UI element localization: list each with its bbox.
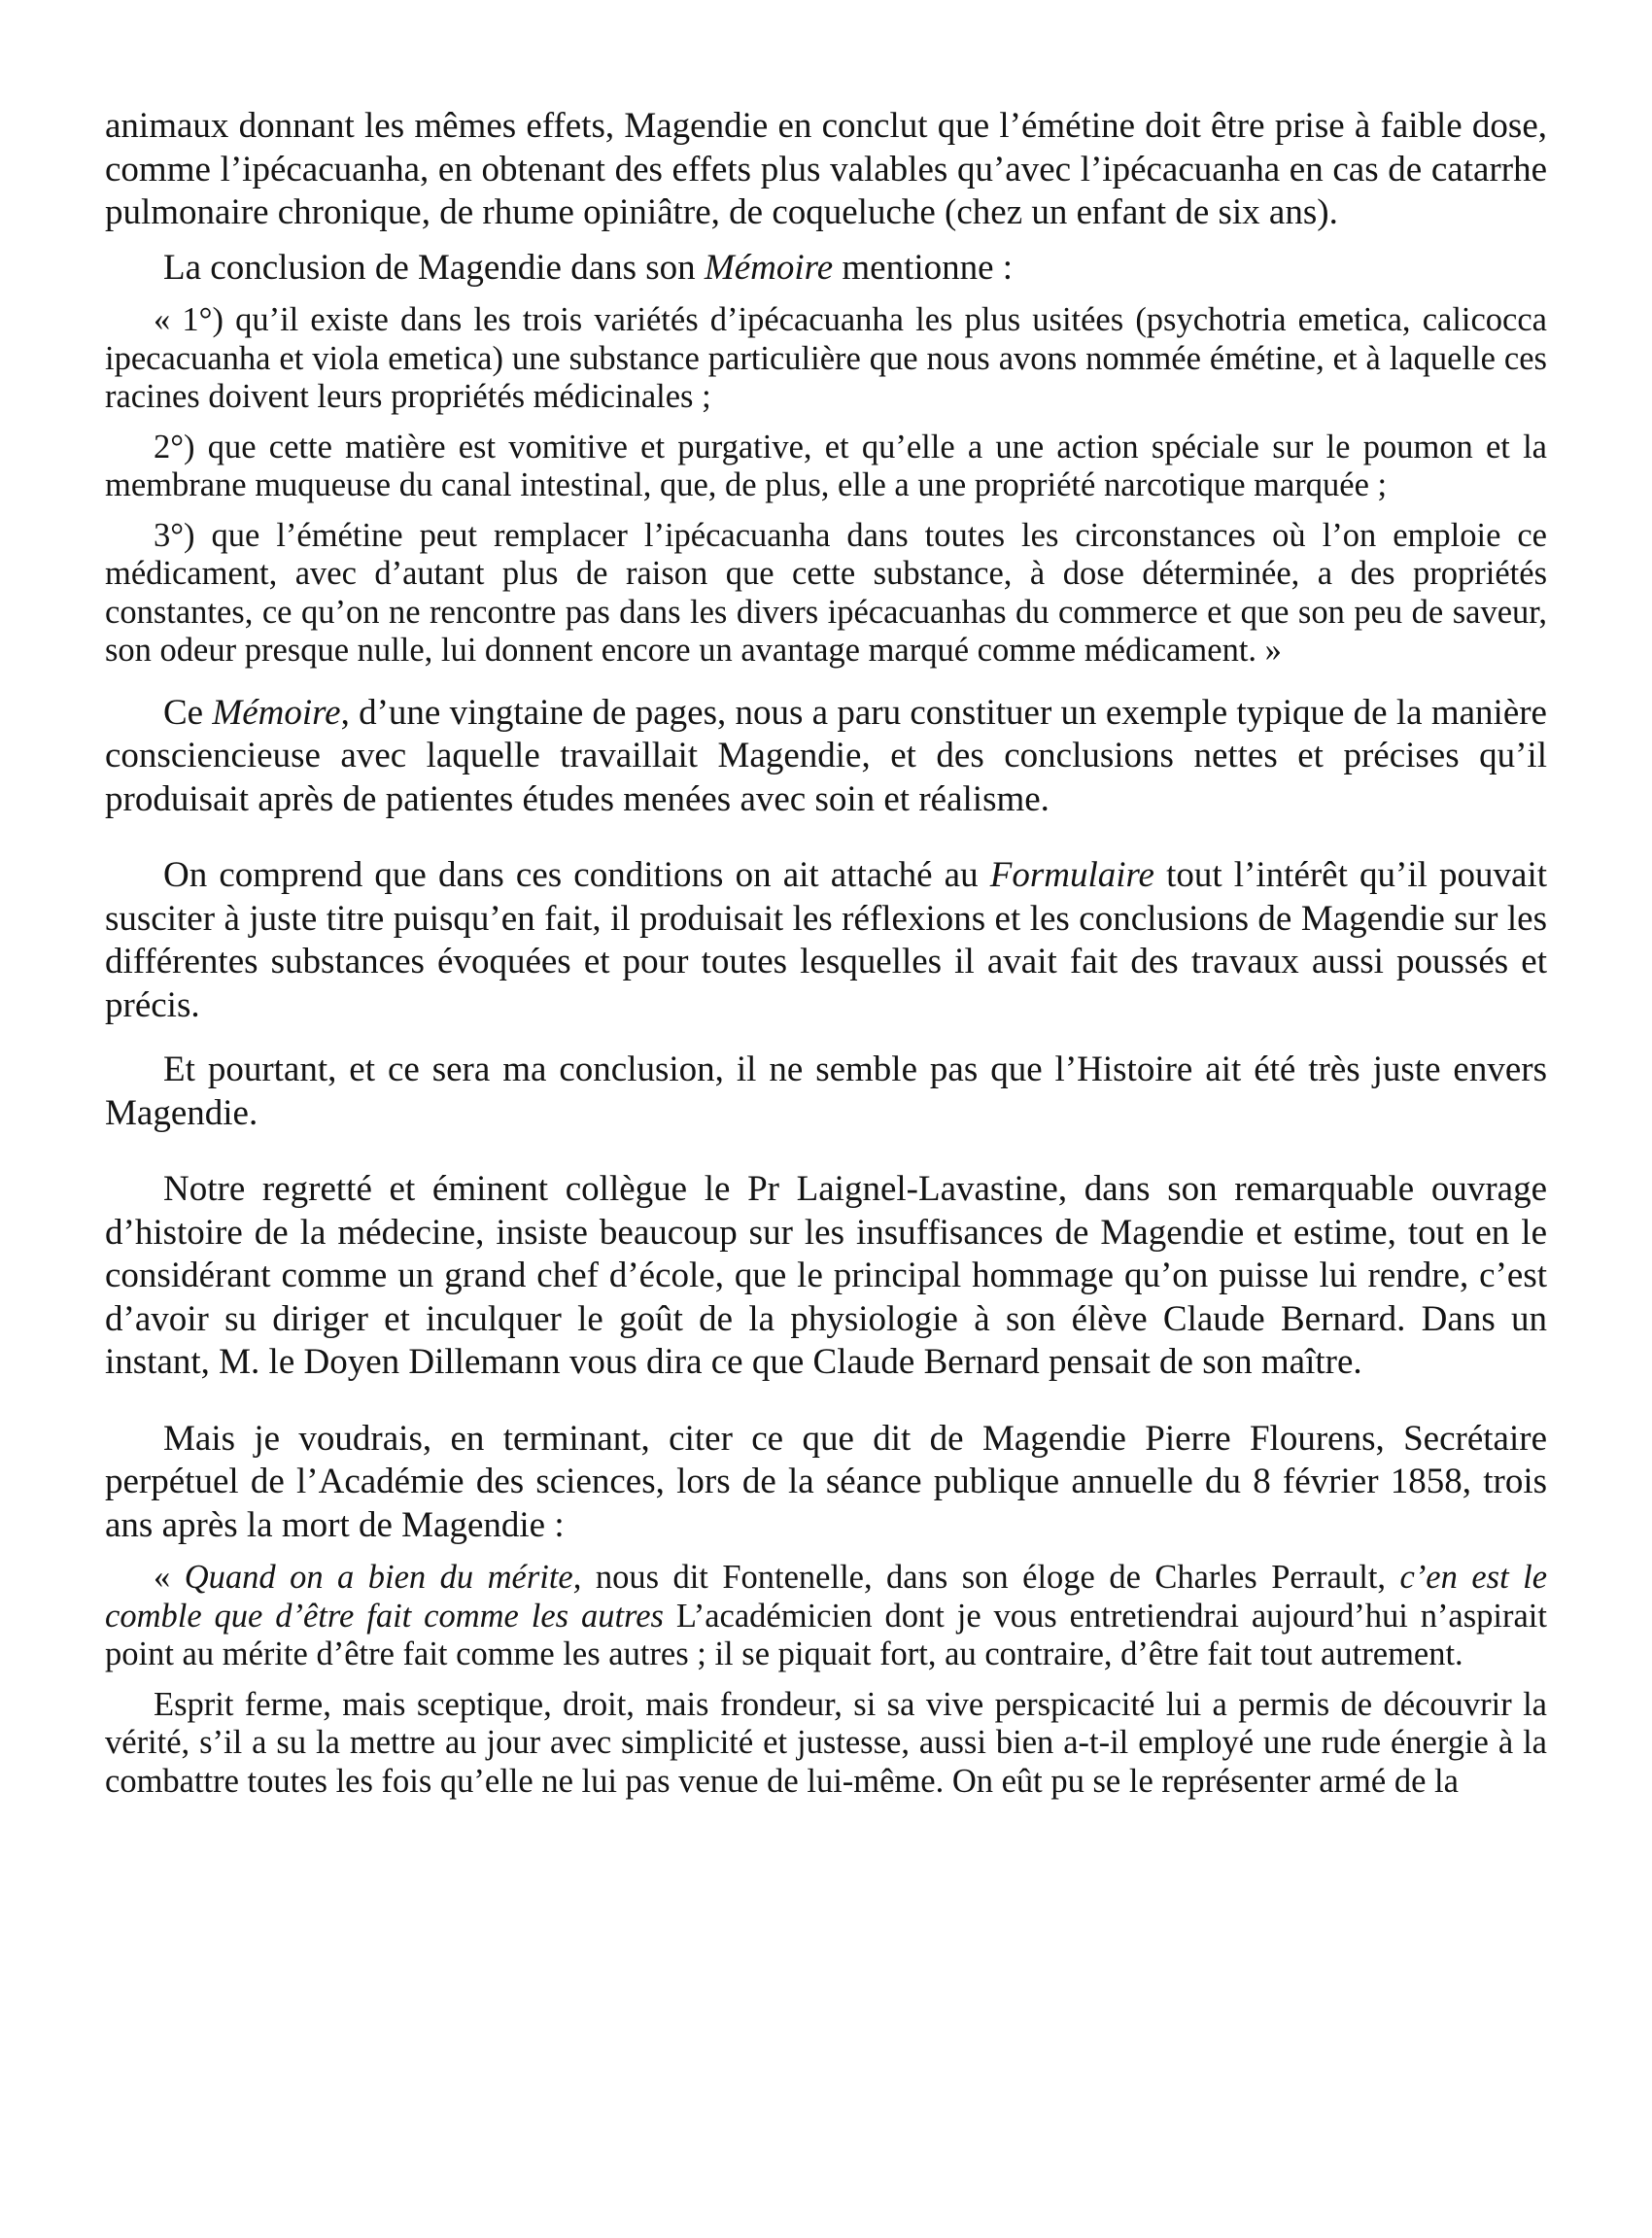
emphasis-memoire: Mémoire xyxy=(212,692,341,733)
text-segment: tout l’intérêt qu’il pouvait susciter à juste titre puisqu’en fait, il produisait les réflexions et les conclusions de Magendie sur les différentes substances évoquées et pour toutes lesquelles il avait fait des travaux aussi poussés et précis. xyxy=(105,855,1548,1025)
text-segment: La conclusion de Magendie dans son xyxy=(163,247,705,288)
text-segment: On comprend que dans ces conditions on ait attaché au xyxy=(163,855,990,895)
paragraph-conclusion-intro xyxy=(105,247,1547,291)
paragraph-histoire: Et pourtant, et ce sera ma conclusion, il ne semble pas que l’Histoire ait été très juste envers Magendie. xyxy=(105,1050,1547,1133)
text-segment: « xyxy=(154,1559,185,1596)
quote-fontenelle xyxy=(105,1559,1547,1674)
text-segment: nous dit Fontenelle, dans son éloge de Charles Perrault, xyxy=(581,1559,1400,1596)
paragraph-flourens: Mais je voudrais, en terminant, citer ce que dit de Magendie Pierre Flourens, Secrétaire perpétuel de l’Académie des sciences, lors de la séance publique annuelle du 8 février 1858, trois ans après la mort de Magendie : xyxy=(105,1418,1547,1545)
quote-point-3: 3°) que l’émétine peut remplacer l’ipécacuanha dans toutes les circonstances où l’on emploie ce médicament, avec d’autant plus de raison que cette substance, à dose déterminée, a des propriétés constantes, ce qu’on ne rencontre pas dans les divers ipécacuanhas du commerce et que son peu de saveur, son odeur presque nulle, lui donnent encore un avantage marqué comme médicament. » xyxy=(105,516,1547,669)
text-segment: L’académicien dont je vous entretiendrai aujourd’hui n’aspirait point au mérite d’être fait comme les autres ; il se piquait fort, au contraire, d’être fait tout autrement. xyxy=(105,1597,1547,1672)
paragraph-memoire-typique xyxy=(105,692,1547,822)
emphasis-quote: c’en est le comble que d’être fait comme les autres xyxy=(105,1559,1548,1635)
text-segment: , d’une vingtaine de pages, nous a paru constituer un exemple typique de la manière consciencieuse avec laquelle travaillait Magendie, et des conclusions nettes et précises qu’il produisait après de patientes études menées avec soin et réalisme. xyxy=(105,692,1547,819)
quote-esprit-ferme: Esprit ferme, mais sceptique, droit, mais frondeur, si sa vive perspicacité lui a permis de découvrir la vérité, s’il a su la mettre au jour avec simplicité et justesse, aussi bien a-t-il employé une rude énergie à la combattre toutes les fois qu’elle ne lui pas venue de lui-même. On eût pu se le représenter armé de la xyxy=(105,1685,1547,1800)
paragraph-formulaire xyxy=(105,854,1547,1027)
emphasis-quote: Quand on a bien du mérite, xyxy=(184,1559,582,1596)
emphasis-formulaire: Formulaire xyxy=(989,855,1154,895)
text-segment: Ce xyxy=(163,692,213,733)
paragraph-emetine-dose: animaux donnant les mêmes effets, Magendie en conclut que l’émétine doit être prise à faible dose, comme l’ipécacuanha, en obtenant des effets plus valables qu’avec l’ipécacuanha en cas de catarrhe pulmonaire chronique, de rhume opiniâtre, de coqueluche (chez un enfant de six ans). xyxy=(105,106,1547,232)
quote-point-2: 2°) que cette matière est vomitive et purgative, et qu’elle a une action spéciale sur le poumon et la membrane muqueuse du canal intestinal, que, de plus, elle a une propriété narcotique marquée ; xyxy=(105,428,1547,503)
text-segment: mentionne : xyxy=(833,247,1014,288)
quote-point-1: « 1°) qu’il existe dans les trois variétés d’ipécacuanha les plus usitées (psychotria emetica, calicocca ipecacuanha et viola emetica) une substance particulière que nous avons nommée émétine, et à laquelle ces racines doivent leurs propriétés médicinales ; xyxy=(105,301,1547,415)
emphasis-memoire: Mémoire xyxy=(704,247,834,288)
paragraph-laignel-lavastine: Notre regretté et éminent collègue le Pr Laignel-Lavastine, dans son remarquable ouvrage d’histoire de la médecine, insiste beaucoup sur les insuffisances de Magendie et estime, tout en le considérant comme un grand chef d’école, que le principal hommage qu’on puisse lui rendre, c’est d’avoir su diriger et inculquer le goût de la physiologie à son élève Claude Bernard. Dans un instant, M. le Doyen Dillemann vous dira ce que Claude Bernard pensait de son maître. xyxy=(105,1169,1547,1382)
